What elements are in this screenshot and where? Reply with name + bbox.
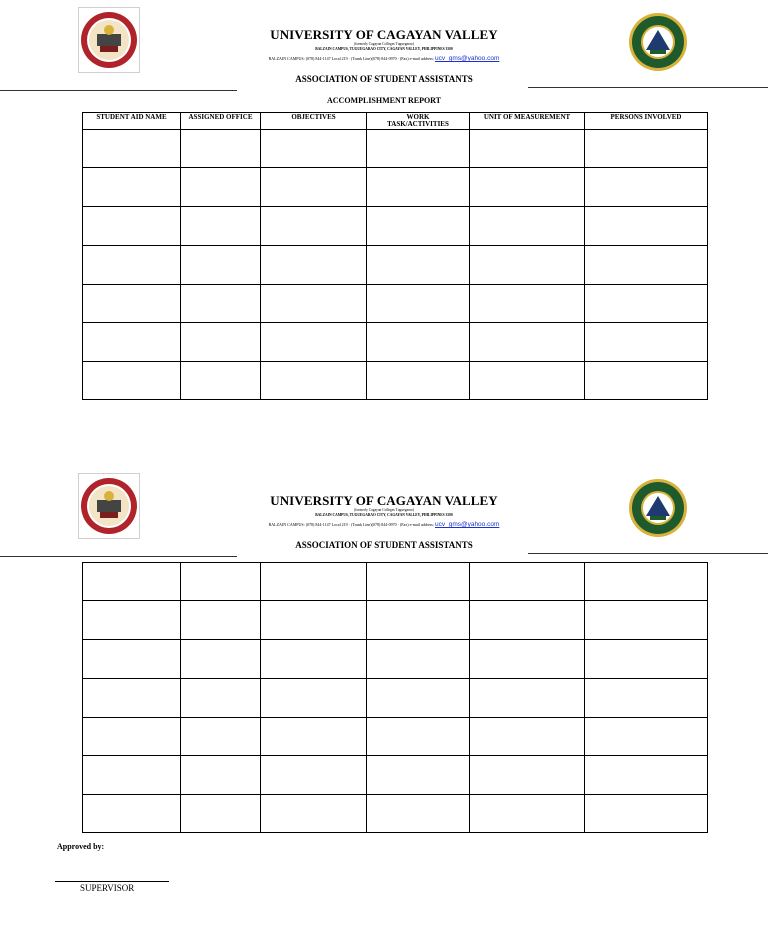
col-assigned-office: ASSIGNED OFFICE <box>181 113 261 130</box>
col-persons-involved: PERSONS INVOLVED <box>585 113 708 130</box>
header-rule-right-2 <box>528 553 768 554</box>
table-cell[interactable] <box>470 323 585 362</box>
table-cell[interactable] <box>367 323 470 362</box>
table-cell[interactable] <box>585 640 708 679</box>
table-cell[interactable] <box>83 207 181 246</box>
table-cell[interactable] <box>261 718 367 756</box>
table-cell[interactable] <box>261 563 367 601</box>
table-cell[interactable] <box>585 323 708 362</box>
table-cell[interactable] <box>585 130 708 168</box>
campus-address: BALZAIN CAMPUS, TUGUEGARAO CITY, CAGAYAN VALLEY, PHILIPPINES 3500 <box>315 47 453 51</box>
header-rule-right <box>528 87 768 88</box>
table-cell[interactable] <box>470 130 585 168</box>
table-cell[interactable] <box>470 207 585 246</box>
table-cell[interactable] <box>83 285 181 323</box>
table-cell[interactable] <box>181 362 261 400</box>
table-row <box>83 640 708 679</box>
table-row <box>83 246 708 285</box>
table-cell[interactable] <box>261 207 367 246</box>
table-cell[interactable] <box>470 718 585 756</box>
table-cell[interactable] <box>181 563 261 601</box>
signature-line[interactable] <box>55 881 169 882</box>
association-title-2: ASSOCIATION OF STUDENT ASSISTANTS <box>295 540 473 550</box>
col-unit-of-measurement: UNIT OF MEASUREMENT <box>470 113 585 130</box>
table-row <box>83 563 708 601</box>
table-cell[interactable] <box>181 323 261 362</box>
contact-text: BALZAIN CAMPUS: (078) 844-1147 Local 219 · (Trunk Line)(078) 844-0970 · (Fax) e-mail address: <box>268 56 434 61</box>
university-title-2: UNIVERSITY OF CAGAYAN VALLEY <box>270 493 498 508</box>
header-rule-left-2 <box>0 556 237 557</box>
report-table-1 <box>82 112 708 400</box>
table-cell[interactable] <box>181 246 261 285</box>
table-row <box>83 285 708 323</box>
table-cell[interactable] <box>367 756 470 795</box>
association-title: ASSOCIATION OF STUDENT ASSISTANTS <box>295 74 473 84</box>
table-cell[interactable] <box>83 563 181 601</box>
table-cell[interactable] <box>181 207 261 246</box>
table-row <box>83 323 708 362</box>
table-cell[interactable] <box>470 285 585 323</box>
table-cell[interactable] <box>470 795 585 833</box>
table-cell[interactable] <box>83 640 181 679</box>
table-cell[interactable] <box>470 679 585 718</box>
col-objectives: OBJECTIVES <box>261 113 367 130</box>
table-cell[interactable] <box>470 362 585 400</box>
table-cell[interactable] <box>585 718 708 756</box>
table-cell[interactable] <box>83 756 181 795</box>
table-cell[interactable] <box>261 168 367 207</box>
table-cell[interactable] <box>367 640 470 679</box>
table-cell[interactable] <box>470 601 585 640</box>
table-cell[interactable] <box>83 130 181 168</box>
table-cell[interactable] <box>83 718 181 756</box>
table-row <box>83 168 708 207</box>
table-cell[interactable] <box>470 563 585 601</box>
table-cell[interactable] <box>367 285 470 323</box>
table-cell[interactable] <box>181 640 261 679</box>
table-cell[interactable] <box>585 246 708 285</box>
table-cell[interactable] <box>367 130 470 168</box>
table-cell[interactable] <box>585 168 708 207</box>
table-row <box>83 362 708 400</box>
table-row <box>83 130 708 168</box>
table-cell[interactable] <box>470 168 585 207</box>
contact-line <box>0 55 768 62</box>
formerly-note: (formerly Cagayan Colleges Tuguegarao) <box>354 42 414 46</box>
formerly-note-2: (formerly Cagayan Colleges Tuguegarao) <box>354 508 414 512</box>
table-cell[interactable] <box>261 795 367 833</box>
table-cell[interactable] <box>470 246 585 285</box>
table-cell[interactable] <box>181 679 261 718</box>
table-cell[interactable] <box>261 285 367 323</box>
table-cell[interactable] <box>261 679 367 718</box>
table-cell[interactable] <box>470 756 585 795</box>
table-cell[interactable] <box>367 679 470 718</box>
table-cell[interactable] <box>367 563 470 601</box>
table-row <box>83 795 708 833</box>
table-cell[interactable] <box>181 601 261 640</box>
report-title: ACCOMPLISHMENT REPORT <box>326 96 442 105</box>
table-row <box>83 679 708 718</box>
table-row <box>83 601 708 640</box>
table-cell[interactable] <box>181 285 261 323</box>
table-cell[interactable] <box>367 362 470 400</box>
header-rule-left <box>0 90 237 91</box>
table-cell[interactable] <box>585 795 708 833</box>
table-cell[interactable] <box>367 718 470 756</box>
table-cell[interactable] <box>261 362 367 400</box>
col-work-task: WORK TASK/ACTIVITIES <box>367 113 470 130</box>
email-link[interactable]: ucv_gms@yahoo.com <box>434 55 500 62</box>
table-cell[interactable] <box>83 795 181 833</box>
table-cell[interactable] <box>261 756 367 795</box>
table-cell[interactable] <box>367 601 470 640</box>
table-cell[interactable] <box>181 168 261 207</box>
table-cell[interactable] <box>83 168 181 207</box>
table-cell[interactable] <box>585 207 708 246</box>
table-cell[interactable] <box>181 130 261 168</box>
contact-text-2: BALZAIN CAMPUS: (078) 844-1147 Local 219 · (Trunk Line)(078) 844-0970 · (Fax) e-mail address: <box>268 522 434 527</box>
table-row <box>83 207 708 246</box>
table-cell[interactable] <box>470 640 585 679</box>
table-cell[interactable] <box>585 601 708 640</box>
contact-line-2 <box>0 521 768 528</box>
table-cell[interactable] <box>83 362 181 400</box>
report-table-2 <box>82 562 708 833</box>
university-title: UNIVERSITY OF CAGAYAN VALLEY <box>270 27 498 42</box>
table-cell[interactable] <box>261 640 367 679</box>
table-cell[interactable] <box>585 362 708 400</box>
table-cell[interactable] <box>367 168 470 207</box>
table-cell[interactable] <box>261 246 367 285</box>
table-cell[interactable] <box>181 718 261 756</box>
table-cell[interactable] <box>585 756 708 795</box>
table-cell[interactable] <box>261 130 367 168</box>
table-cell[interactable] <box>83 323 181 362</box>
table-row <box>83 718 708 756</box>
table-cell[interactable] <box>367 795 470 833</box>
table-cell[interactable] <box>181 756 261 795</box>
table-cell[interactable] <box>83 679 181 718</box>
table-cell[interactable] <box>585 563 708 601</box>
table-cell[interactable] <box>261 323 367 362</box>
table-row <box>83 756 708 795</box>
table-cell[interactable] <box>585 679 708 718</box>
table-cell[interactable] <box>83 601 181 640</box>
table-cell[interactable] <box>83 246 181 285</box>
email-link-2[interactable]: ucv_gms@yahoo.com <box>434 521 500 528</box>
supervisor-label: SUPERVISOR <box>80 883 135 893</box>
table-cell[interactable] <box>181 795 261 833</box>
approved-by-label: Approved by: <box>57 842 105 851</box>
table-cell[interactable] <box>367 246 470 285</box>
table-cell[interactable] <box>585 285 708 323</box>
col-student-aid-name: STUDENT AID NAME <box>83 113 181 130</box>
campus-address-2: BALZAIN CAMPUS, TUGUEGARAO CITY, CAGAYAN VALLEY, PHILIPPINES 3500 <box>315 513 453 517</box>
table-cell[interactable] <box>367 207 470 246</box>
table-cell[interactable] <box>261 601 367 640</box>
